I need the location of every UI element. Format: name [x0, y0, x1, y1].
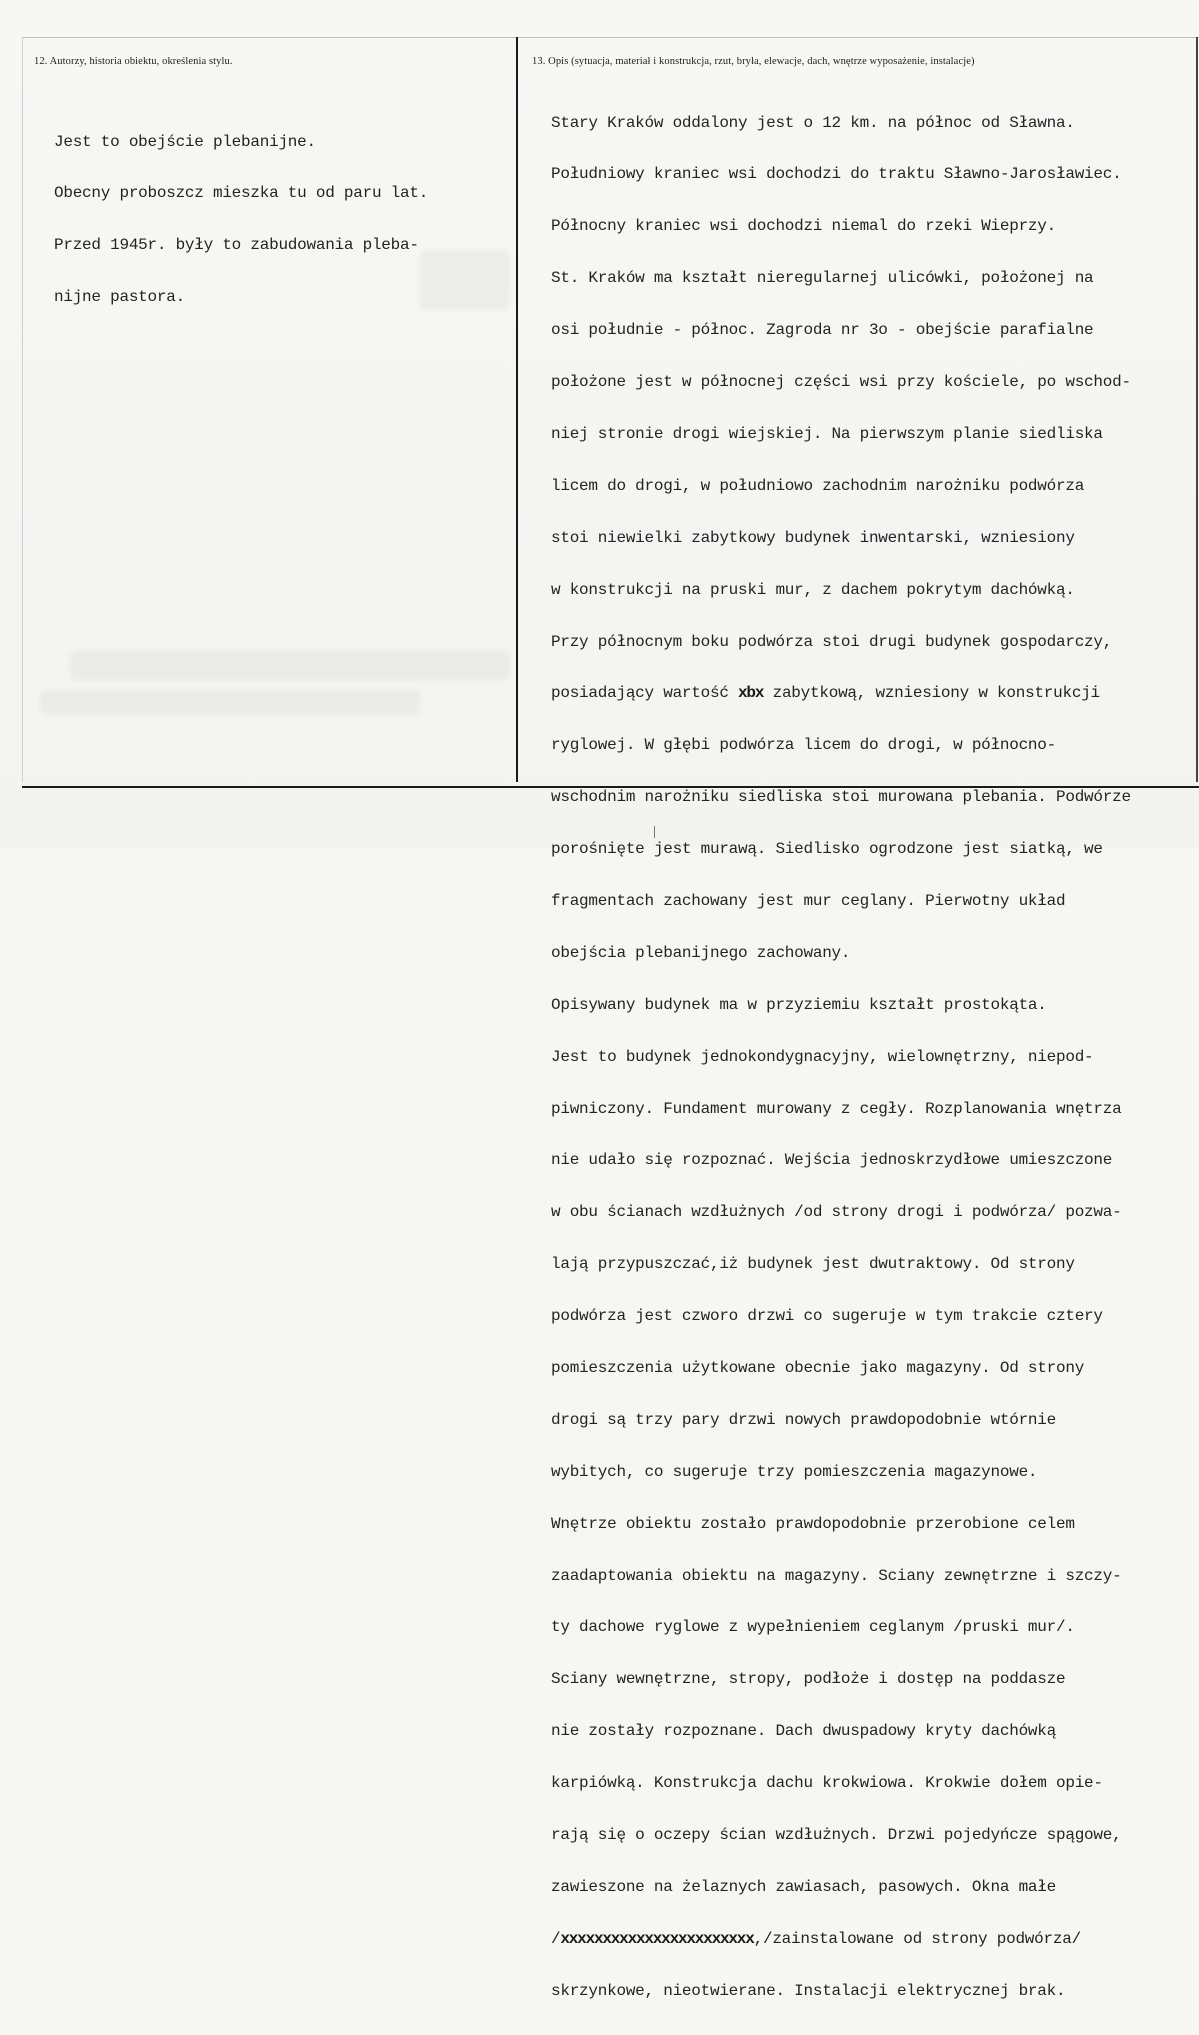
text-line: drogi są trzy pary drzwi nowych prawdopodobnie wtórnie	[551, 1410, 1056, 1429]
right-edge-line	[1196, 37, 1198, 782]
text-line: wybitych, co sugeruje trzy pomieszczenia magazynowe.	[551, 1462, 1038, 1481]
text-line: Opisywany budynek ma w przyziemiu kształt prostokąta.	[551, 995, 1047, 1014]
text-fragment: zabytkową, wzniesiony w konstrukcji	[763, 684, 1100, 703]
text-line: zaadaptowania obiektu na magazyny. Sciany zewnętrzne i szczy-	[551, 1566, 1122, 1585]
struck-out-text: xbx	[738, 684, 764, 703]
text-line: zawieszone na żelaznych zawiasach, pasowych. Okna małe	[551, 1877, 1056, 1896]
text-line: rają się o oczepy ścian wzdłużnych. Drzwi pojedyńcze spągowe,	[551, 1825, 1122, 1844]
text-line: nijne pastora.	[54, 288, 185, 307]
text-line: niej stronie drogi wiejskiej. Na pierwszym planie siedliska	[551, 424, 1103, 443]
show-through-smudge	[420, 250, 510, 310]
text-line: licem do drogi, w południowo zachodnim narożniku podwórza	[551, 476, 1085, 495]
text-line: Sciany wewnętrzne, stropy, podłoże i dostęp na poddasze	[551, 1670, 1066, 1689]
text-line: Jest to budynek jednokondygnacyjny, wielownętrzny, niepod-	[551, 1047, 1094, 1066]
text-line: porośnięte jest murawą. Siedlisko ogrodzone jest siatką, we	[551, 840, 1103, 859]
text-line: Przed 1945r. były to zabudowania pleba-	[54, 236, 419, 255]
text-line: położone jest w północnej części wsi przy kościele, po wschod-	[551, 373, 1131, 392]
text-line: fragmentach zachowany jest mur ceglany. Pierwotny układ	[551, 891, 1066, 910]
text-line: podwórza jest czworo drzwi co sugeruje w tym trakcie cztery	[551, 1307, 1103, 1326]
text-line: Przy północnym boku podwórza stoi drugi budynek gospodarczy,	[551, 632, 1113, 651]
text-line: ryglowej. W głębi podwórza licem do drogi, w północno-	[551, 736, 1056, 755]
text-line: nie udało się rozpoznać. Wejścia jednoskrzydłowe umieszczone	[551, 1151, 1113, 1170]
text-line: Wnętrze obiektu zostało prawdopodobnie przerobione celem	[551, 1514, 1075, 1533]
section-12-header: 12. Autorzy, historia obiektu, określenia stylu.	[34, 56, 233, 67]
text-line: Jest to obejście plebanijne.	[54, 132, 316, 151]
text-line-with-strikeout	[551, 1931, 1131, 1948]
text-line: ty dachowe ryglowe z wypełnieniem ceglanym /pruski mur/.	[551, 1618, 1075, 1637]
text-line: Stary Kraków oddalony jest o 12 km. na północ od Sławna.	[551, 113, 1075, 132]
show-through-smudge	[40, 690, 420, 714]
text-line: w konstrukcji na pruski mur, z dachem pokrytym dachówką.	[551, 580, 1075, 599]
text-line: w obu ścianach wzdłużnych /od strony drogi i podwórza/ pozwa-	[551, 1203, 1122, 1222]
text-line: wschodnim narożniku siedliska stoi murowana plebania. Podwórze	[551, 788, 1131, 807]
section-13-header: 13. Opis (sytuacja, materiał i konstrukcja, rzut, bryła, elewacje, dach, wnętrze wyposażenie, instalacje)	[532, 56, 975, 67]
struck-out-text: xxxxxxxxxxxxxxxxxxxxxxx	[560, 1929, 754, 1948]
text-fragment: /	[551, 1929, 561, 1948]
text-line: pomieszczenia użytkowane obecnie jako magazyny. Od strony	[551, 1358, 1085, 1377]
text-line: Północny kraniec wsi dochodzi niemal do rzeki Wieprzy.	[551, 217, 1056, 236]
section-13-text	[551, 80, 1131, 2035]
text-line: lają przypuszczać,iż budynek jest dwutraktowy. Od strony	[551, 1255, 1075, 1274]
text-line-with-strikeout	[551, 685, 1131, 702]
text-line: obejścia plebanijnego zachowany.	[551, 943, 851, 962]
left-frame-line	[22, 37, 23, 782]
text-line: St. Kraków ma kształt nieregularnej ulicówki, położonej na	[551, 269, 1094, 288]
text-line: karpiówką. Konstrukcja dachu krokwiowa. Krokwie dołem opie-	[551, 1774, 1103, 1793]
column-divider	[516, 37, 518, 782]
text-line: osi południe - północ. Zagroda nr 3o - obejście parafialne	[551, 321, 1094, 340]
top-frame-line	[22, 37, 1199, 38]
text-line: piwniczony. Fundament murowany z cegły. Rozplanowania wnętrza	[551, 1099, 1122, 1118]
text-line: stoi niewielki zabytkowy budynek inwentarski, wzniesiony	[551, 528, 1075, 547]
text-fragment: ,/zainstalowane od strony podwórza/	[753, 1929, 1081, 1948]
text-fragment: posiadający wartość	[551, 684, 739, 703]
text-line: skrzynkowe, nieotwierane. Instalacji elektrycznej brak.	[551, 1981, 1066, 2000]
text-line: nie zostały rozpoznane. Dach dwuspadowy kryty dachówką	[551, 1722, 1056, 1741]
text-line: Obecny proboszcz mieszka tu od paru lat.	[54, 184, 429, 203]
text-line: Południowy kraniec wsi dochodzi do traktu Sławno-Jarosławiec.	[551, 165, 1122, 184]
show-through-smudge	[70, 650, 510, 680]
section-12-text	[54, 99, 428, 341]
